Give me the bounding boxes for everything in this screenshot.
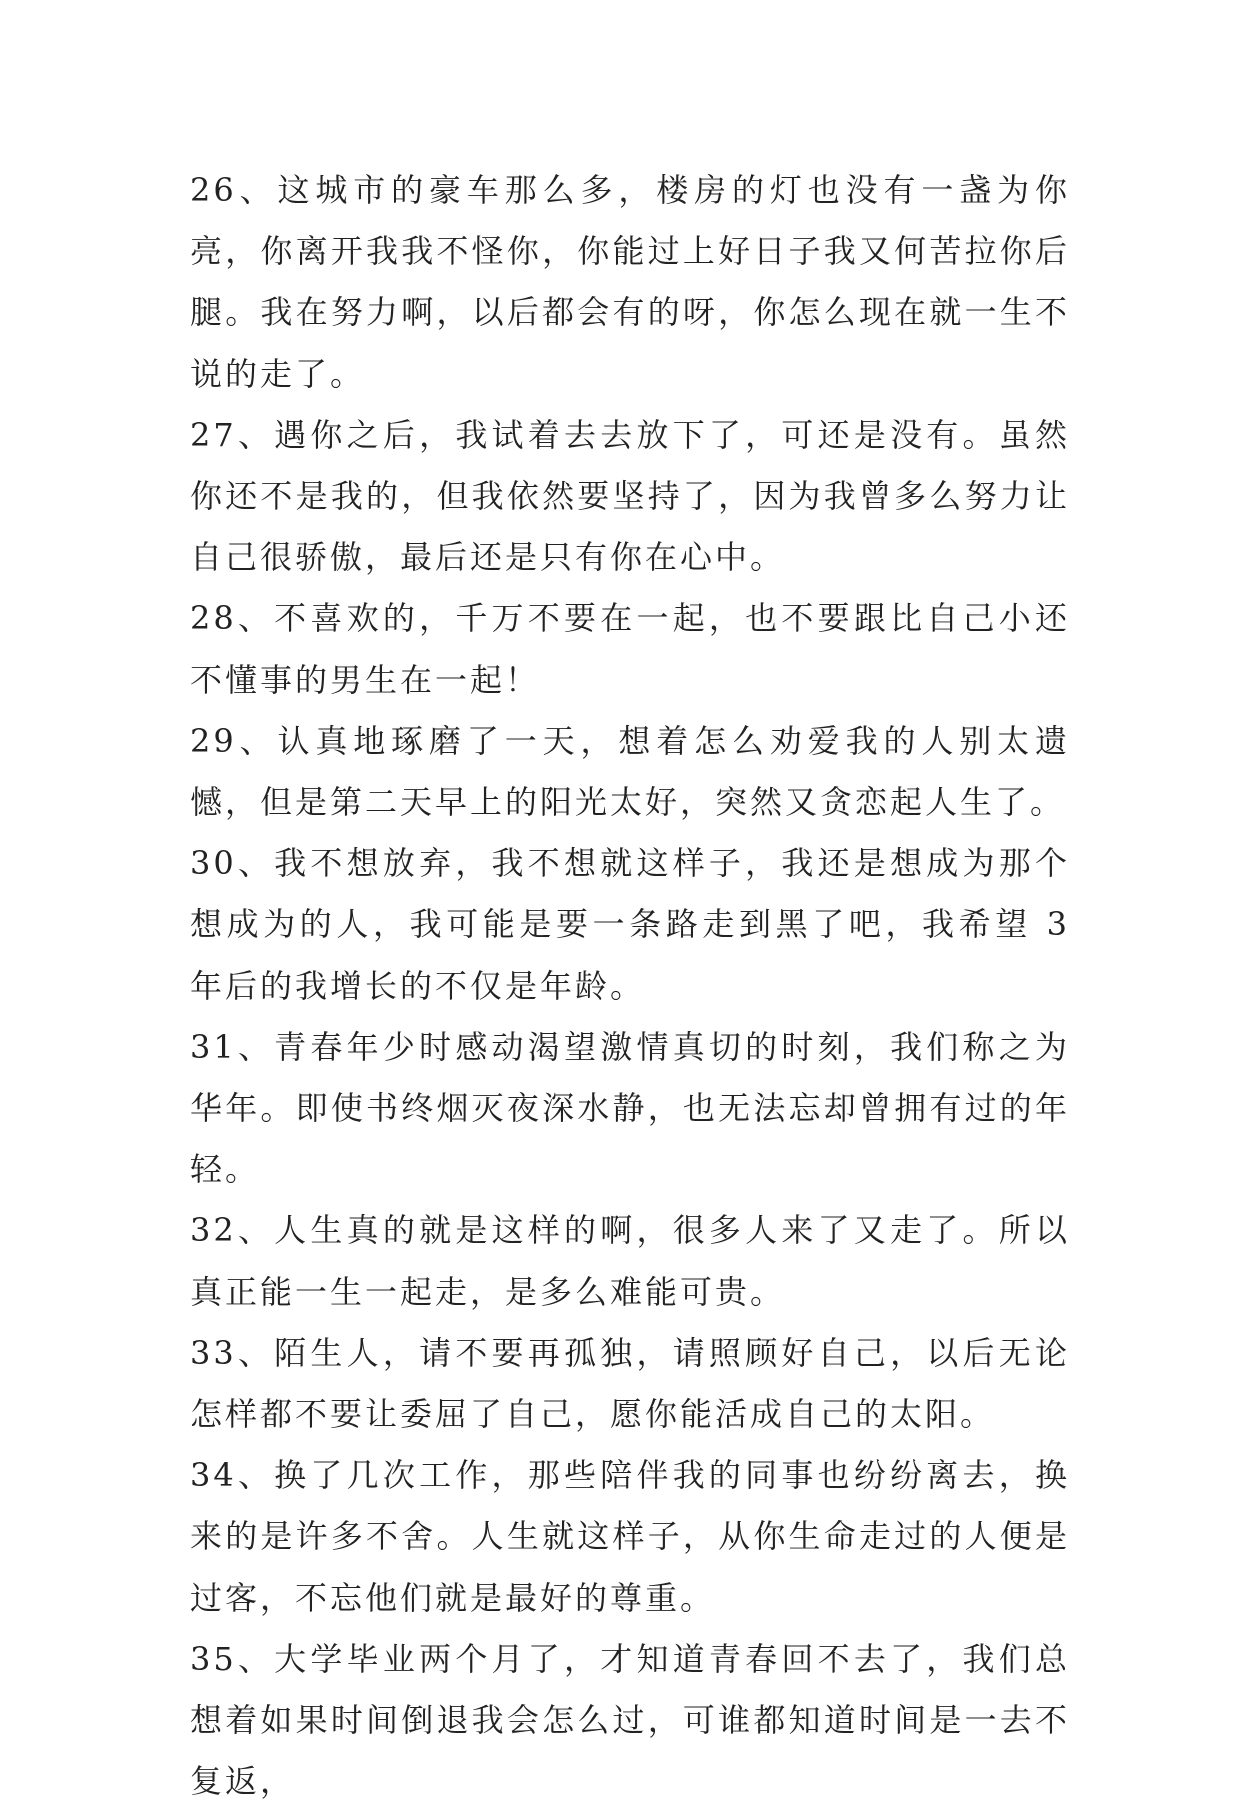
paragraph-31: 31、青春年少时感动渴望激情真切的时刻，我们称之为华年。即使书终烟灭夜深水静，也无法忘却曾拥有过的年轻。: [190, 1027, 1070, 1189]
paragraph-26: 26、这城市的豪车那么多，楼房的灯也没有一盏为你亮，你离开我我不怪你，你能过上好日子我又何苦拉你后腿。我在努力啊，以后都会有的呀，你怎么现在就一生不说的走了。: [190, 171, 1070, 393]
paragraph-32: 32、人生真的就是这样的啊，很多人来了又走了。所以真正能一生一起走，是多么难能可贵。: [190, 1211, 1070, 1311]
paragraph-29: 29、认真地琢磨了一天，想着怎么劝爱我的人别太遗憾，但是第二天早上的阳光太好，突然又贪恋起人生了。: [190, 721, 1070, 822]
paragraph-34: 34、换了几次工作，那些陪伴我的同事也纷纷离去，换来的是许多不舍。人生就这样子，从你生命走过的人便是过客，不忘他们就是最好的尊重。: [190, 1456, 1070, 1617]
paragraph-30: 30、我不想放弃，我不想就这样子，我还是想成为那个想成为的人，我可能是要一条路走到黑了吧，我希望 3 年后的我增长的不仅是年龄。: [190, 844, 1070, 1005]
paragraph-35: 35、大学毕业两个月了，才知道青春回不去了，我们总想着如果时间倒退我会怎么过，可谁都知道时间是一去不复返，: [190, 1639, 1070, 1801]
paragraph-27: 27、遇你之后，我试着去去放下了，可还是没有。虽然你还不是我的，但我依然要坚持了，因为我曾多么努力让自己很骄傲，最后还是只有你在心中。: [190, 415, 1070, 577]
paragraph-28: 28、不喜欢的，千万不要在一起，也不要跟比自己小还不懂事的男生在一起！: [190, 599, 1070, 699]
paragraph-33: 33、陌生人，请不要再孤独，请照顾好自己，以后无论怎样都不要让委屈了自己，愿你能活成自己的太阳。: [190, 1333, 1070, 1434]
document-body: [190, 160, 1070, 1812]
